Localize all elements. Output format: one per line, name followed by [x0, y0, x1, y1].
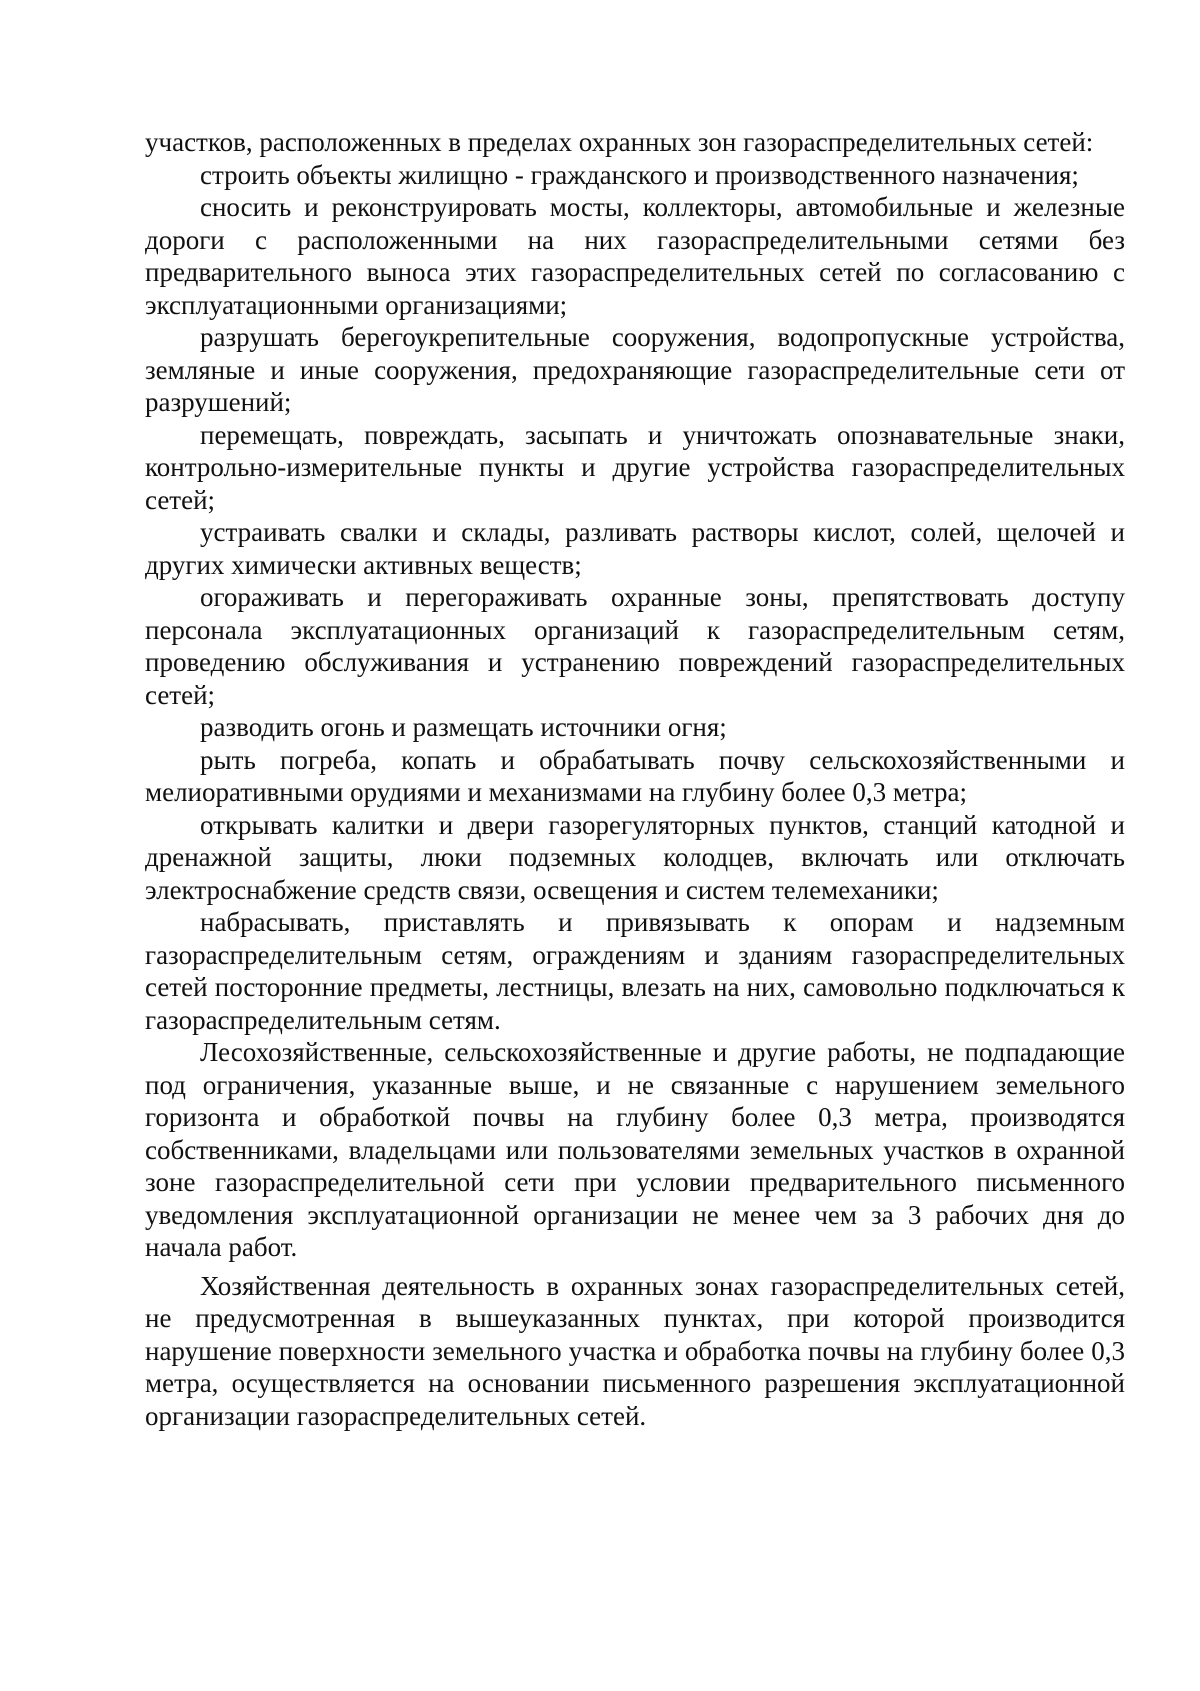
list-item-dumps: устраивать свалки и склады, разливать растворы кислот, солей, щелочей и других химически активных веществ;	[145, 517, 1125, 580]
list-item-attach-objects: набрасывать, приставлять и привязывать к опорам и надземным газораспределительным сетям, ограждениям и зданиям газораспределительных сетей посторонние предметы, лестницы, влезать на них, самовольно подключаться к газораспределительным сетям.	[145, 907, 1125, 1035]
document-body	[145, 126, 1125, 1432]
list-item-digging: рыть погреба, копать и обрабатывать почву сельскохозяйственными и мелиоративными орудиями и механизмами на глубину более 0,3 метра;	[145, 744, 1125, 807]
paragraph-economic-activity: Хозяйственная деятельность в охранных зонах газораспределительных сетей, не предусмотренная в вышеуказанных пунктах, при которой производится нарушение поверхности земельного участка и обработка почвы на глубину более 0,3 метра, осуществляется на основании письменного разрешения эксплуатационной организации газораспределительных сетей.	[145, 1270, 1125, 1431]
list-item-open-doors: открывать калитки и двери газорегуляторных пунктов, станций катодной и дренажной защиты, люки подземных колодцев, включать или отключать электроснабжение средств связи, освещения и систем телемеханики;	[145, 809, 1125, 905]
list-item-fencing: огораживать и перегораживать охранные зоны, препятствовать доступу персонала эксплуатационных организаций к газораспределительным сетям, проведению обслуживания и устранению повреждений газораспределительных сетей;	[145, 582, 1125, 710]
list-item-fire: разводить огонь и размещать источники огня;	[200, 712, 727, 742]
list-item-build: строить объекты жилищно - гражданского и производственного назначения;	[200, 159, 1079, 190]
list-item-destroy-structures: разрушать берегоукрепительные сооружения, водопропускные устройства, земляные и иные сооружения, предохраняющие газораспределительные сети от разрушений;	[145, 322, 1125, 417]
paragraph-forestry-works: Лесохозяйственные, сельскохозяйственные и другие работы, не подпадающие под ограничения, указанные выше, и не связанные с нарушением земельного горизонта и обработкой почвы на глубину более 0,3 метра, производятся собственниками, владельцами или пользователями земельных участков в охранной зоне газораспределительной сети при условии предварительного письменного уведомления эксплуатационной организации не менее чем за 3 рабочих дня до начала работ.	[145, 1037, 1125, 1262]
paragraph-continuation: участков, расположенных в пределах охранных зон газораспределительных сетей:	[145, 127, 1094, 157]
list-item-demolish: сносить и реконструировать мосты, коллекторы, автомобильные и железные дороги с расположенными на них газораспределительными сетями без предварительного выноса этих газораспределительных сетей по согласованию с эксплуатационными организациями;	[145, 192, 1125, 320]
list-item-move-signs: перемещать, повреждать, засыпать и уничтожать опознавательные знаки, контрольно-измерительные пункты и другие устройства газораспределительных сетей;	[145, 419, 1125, 515]
